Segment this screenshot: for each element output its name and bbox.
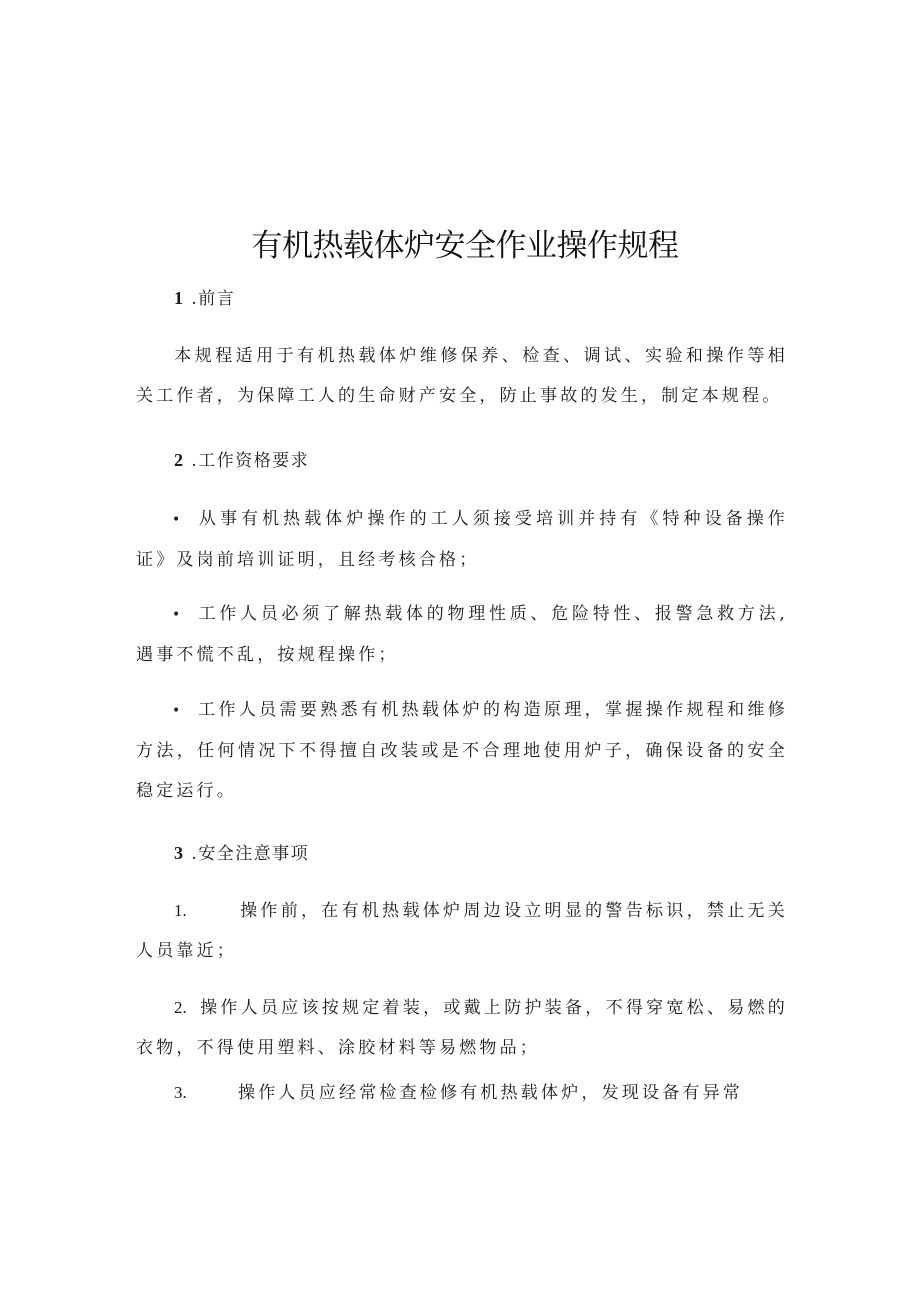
item-text: 操作人员应经常检查检修有机热载体炉，发现设备有异常 [238, 1083, 743, 1103]
bullet-icon: • [172, 703, 184, 719]
bullet-item [136, 690, 788, 811]
item-number: 3. [174, 1083, 187, 1102]
section-title: .前言 [191, 289, 236, 309]
item-number: 1. [174, 901, 187, 920]
paragraph-text: 本规程适用于有机热载体炉维修保养、检查、调试、实验和操作等相关工作者，为保障工人的生命财产安全，防止事故的发生，制定本规程。 [136, 346, 788, 406]
item-text: 操作前，在有机热载体炉周边设立明显的警告标识，禁止无关人员靠近； [136, 901, 788, 961]
section-title: .工作资格要求 [191, 451, 310, 471]
bullet-text: 从事有机热载体炉操作的工人须接受培训并持有《特种设备操作证》及岗前培训证明，且经考核合格； [136, 509, 788, 570]
section-heading-1 [174, 284, 235, 313]
item-text: 操作人员应该按规定着装，或戴上防护装备，不得穿宽松、易燃的衣物，不得使用塑料、涂胶材料等易燃物品； [136, 998, 788, 1058]
section-number: 3 [174, 843, 185, 863]
numbered-item [136, 891, 788, 971]
item-number: 2. [174, 998, 187, 1017]
numbered-item [136, 1073, 788, 1113]
section-number: 2 [174, 450, 185, 470]
document-title: 有机热载体炉安全作业操作规程 [251, 228, 679, 264]
bullet-icon: • [172, 607, 184, 623]
bullet-item [136, 594, 788, 675]
section-heading-3 [174, 839, 309, 868]
bullet-item [136, 499, 788, 580]
bullet-text: 工作人员必须了解热载体的物理性质、危险特性、报警急救方法,遇事不慌不乱，按规程操作； [136, 604, 788, 665]
section-title: .安全注意事项 [191, 844, 310, 864]
bullet-icon: • [172, 512, 184, 528]
section-number: 1 [174, 288, 185, 308]
paragraph-preface [136, 336, 788, 416]
numbered-item [136, 988, 788, 1068]
section-heading-2 [174, 446, 309, 475]
bullet-text: 工作人员需要熟悉有机热载体炉的构造原理，掌握操作规程和维修方法，任何情况下不得擅自改装或是不合理地使用炉子，确保设备的安全稳定运行。 [136, 700, 788, 801]
